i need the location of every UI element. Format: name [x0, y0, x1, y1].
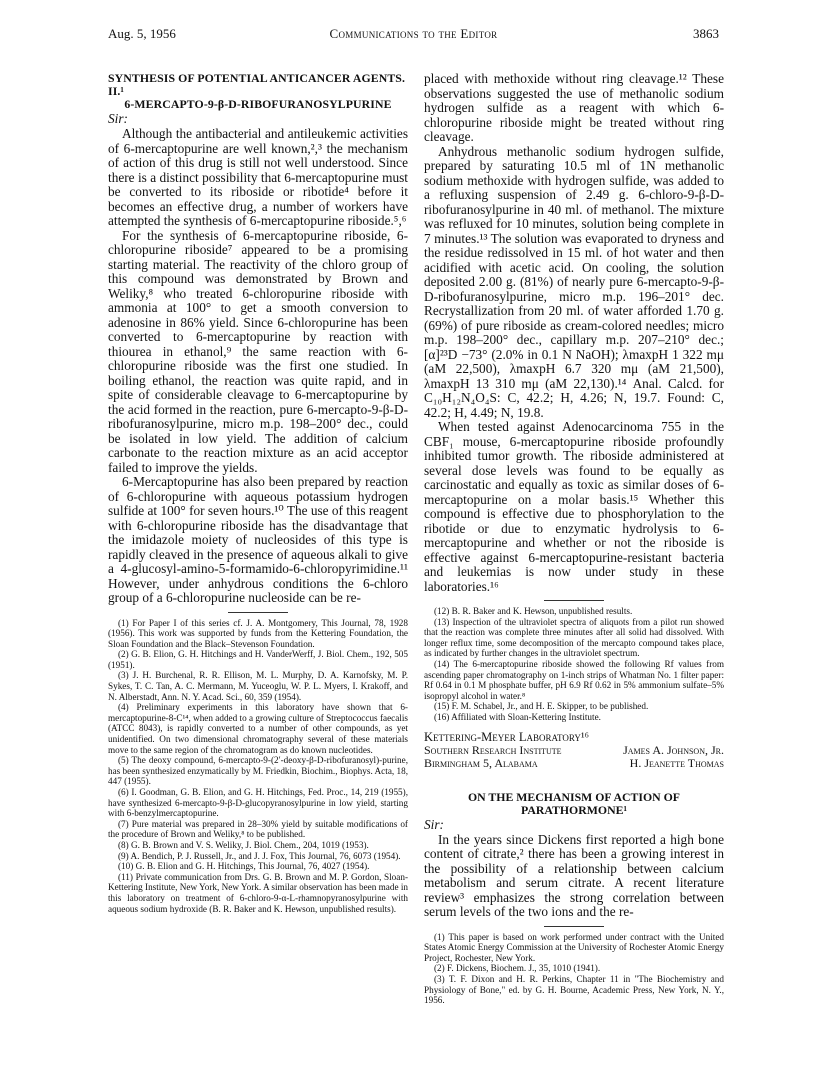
footnote-rule: [544, 926, 604, 927]
article2-footnote-3: (3) T. F. Dixon and H. R. Perkins, Chapter 11 in "The Biochemistry and Physiology of Bone," ed. by G. H. Bourne, Academic Press, New York, N. Y., 1956.: [424, 973, 724, 1006]
footnote-rule: [544, 600, 604, 601]
right-column: [424, 72, 724, 1006]
article2-title-line1: ON THE MECHANISM OF ACTION OF: [467, 789, 681, 804]
author-2: H. Jeanette Thomas: [629, 756, 724, 771]
article1-paragraph-2: For the synthesis of 6-mercaptopurine riboside, 6-chloropurine riboside⁷ appeared to be a promising starting material. The reactivity of the chloro group of this compound was demonstrated by Brown and Weliky,⁸ who treated 6-chloropurine riboside with ammonia at 100° to get a smooth conversion to adenosine in 86% yield. Since 6-chloropurine has been converted to 6-mercaptopurine by reaction with thiourea in ethanol,⁹ the same reaction with 6-chloropurine riboside was the first one studied. In boiling ethanol, the reaction was quite rapid, and in spite of considerable cleavage to 6-mercaptopurine by the acid formed in the reaction, pure 6-mercapto-9-β-D-ribofuranosylpurine, micro m.p. 198–200° dec., could be isolated in low yield. The addition of calcium carbonate to the reaction mixture as an acid acceptor failed to improve the yields.: [108, 227, 408, 475]
footnote-9: (9) A. Bendich, P. J. Russell, Jr., and J. J. Fox, This Journal, 76, 6073 (1954).: [118, 850, 401, 861]
footnote-2: (2) G. B. Elion, G. H. Hitchings and H. VanderWerff, J. Biol. Chem., 192, 505 (1951).: [108, 649, 408, 670]
footnote-5: (5) The deoxy compound, 6-mercapto-9-(2′-deoxy-β-D-ribofuranosyl)-purine, has been synthesized enzymatically by M. Friedkin, Biochim., Biophys. Acta, 18, 447 (1955).: [108, 755, 408, 787]
article2-footnote-1: (1) This paper is based on work performed under contract with the United States Atomic Energy Commission at the University of Rochester Atomic Energy Project, Rochester, New York.: [424, 931, 724, 963]
footnote-7: (7) Pure material was prepared in 28–30% yield by suitable modifications of the procedure of Brown and Weliky,⁸ to be published.: [108, 818, 408, 840]
article1-salutation: Sir:: [108, 111, 128, 126]
footnote-6: (6) I. Goodman, G. B. Elion, and G. H. Hitchings, Fed. Proc., 14, 219 (1955), have synthesized 6-mercapto-9-β-D-glucopyranosylpurine in low yield, starting with 6-benzylmercaptopurine.: [108, 787, 408, 819]
article2-paragraph-1: In the years since Dickens first reported a high bone content of citrate,² there has been a growing interest in the possibility of a relationship between calcium metabolism and serum citrate. A recent literature review³ emphasizes the strong correlation between serum levels of the two ions and the re-: [424, 831, 724, 920]
article1-title: [108, 72, 408, 111]
footnote-rule: [228, 612, 288, 613]
footnote-12: (12) B. R. Baker and K. Hewson, unpublished results.: [434, 606, 633, 616]
left-column: [108, 72, 408, 914]
article1-paragraph-4: placed with methoxide without ring cleavage.¹² These observations suggested the use of methanolic sodium hydrogen sulfide as a reagent with which 6-chloropurine riboside might be treated without ring cleavage.: [424, 71, 724, 144]
article1-paragraph-1: Although the antibacterial and antileukemic activities of 6-mercaptopurine are well known,²,³ the mechanism of action of this drug is still not well understood. Since there is a distinct possibility that 6-mercaptopurine must be converted to its riboside or ribotide⁴ before it becomes an effective drug, a number of workers have attempted the synthesis of 6-mercaptopurine riboside.⁵,⁶: [108, 126, 408, 228]
footnote-16: (16) Affiliated with Sloan-Kettering Institute.: [434, 711, 601, 722]
article2-title-line2: PARATHORMONE¹: [521, 802, 627, 817]
institute-name: Southern Research Institute: [424, 742, 562, 757]
footnote-11: (11) Private communication from Drs. G. B. Brown and M. P. Gordon, Sloan-Kettering Institute, New York, New York. A similar observation has been made in this laboratory on treatment of 6-chloro-9-α-L-rhamnopyranosylpurine with aqueous sodium hydroxide (B. R. Baker and K. Hewson, unpublished results).: [108, 871, 408, 914]
article1-title-line1: SYNTHESIS OF POTENTIAL ANTICANCER AGENTS. II.¹: [108, 71, 406, 98]
footnote-10: (10) G. B. Elion and G. H. Hitchings, This Journal, 76, 4027 (1954).: [118, 861, 370, 872]
footnote-4: (4) Preliminary experiments in this laboratory have shown that 6-mercaptopurine-8-C¹⁴, when added to a growing culture of Streptococcus faecalis (ATCC 8043), is rapidly converted to a number of other compounds, as yet unidentified. On two dimensional chromatography several of these materials move to the same region of the chromatogram as do known nucleotides.: [108, 702, 408, 755]
running-header: [108, 26, 719, 44]
header-date: Aug. 5, 1956: [108, 26, 176, 41]
author-1: James A. Johnson, Jr.: [623, 742, 724, 757]
article2-salutation: Sir:: [424, 816, 444, 832]
article2-footnote-2: (2) F. Dickens, Biochem. J., 35, 1010 (1941).: [434, 963, 601, 974]
footnote-1: (1) For Paper I of this series cf. J. A. Montgomery, This Journal, 78, 1928 (1956). This work was supported by funds from the Kettering Foundation, the Sloan Foundation and the Black–Stevenson Foundation.: [108, 617, 408, 649]
article1-title-line2: 6-MERCAPTO-9-β-D-RIBOFURANOSYLPURINE: [124, 97, 392, 111]
footnote-15: (15) F. M. Schabel, Jr., and H. E. Skipper, to be published.: [434, 701, 649, 712]
footnote-13: (13) Inspection of the ultraviolet spectra of aliquots from a pilot run showed that the reaction was complete three minutes after all solid had dissolved. With longer reflux time, some decomposition of the mercapto compound takes place, as indicated by further changes in the ultraviolet spectrum.: [424, 616, 724, 659]
footnote-3: (3) J. H. Burchenal, R. R. Ellison, M. L. Murphy, D. A. Karnofsky, M. P. Sykes, T. C. Tan, A. C. Mermann, M. Yuceoglu, W. P. L. Myers, I. Krakoff, and N. Alberstadt, Ann. N. Y. Acad. Sci., 60, 359 (1954).: [108, 670, 408, 702]
header-page-number: 3863: [693, 26, 719, 41]
lab-name: Kettering-Meyer Laboratory¹⁶: [424, 729, 590, 744]
signature-row-2: [424, 757, 724, 771]
footnote-8: (8) G. B. Brown and V. S. Weliky, J. Biol. Chem., 204, 1019 (1953).: [118, 839, 369, 850]
article1-paragraph-5: Anhydrous methanolic sodium hydrogen sulfide, prepared by saturating 10.5 ml of 1N methanolic sodium methoxide with hydrogen sulfide, was added to a refluxing suspension of 2.49 g. 6-chloro-9-β-D-ribofuranosylpurine in 40 ml. of methanol. The mixture was refluxed for 10 minutes, solution being complete in 7 minutes.¹³ The solution was evaporated to dryness and the residue redissolved in 15 ml. of hot water and then acidified with acetic acid. On cooling, the solution deposited 2.00 g. (81%) of nearly pure 6-mercapto-9-β-D-ribofuranosylpurine, micro m.p. 196–201° dec. Recrystallization from 20 ml. of water afforded 1.70 g.(69%) of pure riboside as cream-colored needles; micro m.p. 198–200° dec., capillary m.p. 207–210° dec.; [α]²³D −73° (2.0% in 0.1 N NaOH); λmaxpH 1 322 mμ (aM 22,500), λmaxpH 6.7 320 mμ (aM 21,500), λmaxpH 13 310 mμ (aM 22,130).¹⁴ Anal. Calcd. for C₁₀H₁₂N₄O₄S: C, 42.2; H, 4.26; N, 19.7. Found: C, 42.2; H, 4.49; N, 19.8.: [424, 143, 724, 420]
article1-paragraph-3: 6-Mercaptopurine has also been prepared by reaction of 6-chloropurine with aqueous potassium hydrogen sulfide at 100° for seven hours.¹⁰ The use of this reagent with 6-chloropurine riboside has the disadvantage that the imidazole moiety of nucleosides of this type is rapidly cleaved in the presence of aqueous alkali to give a 4-glucosyl-amino-5-formamido-6-chloropyrimidine.¹¹ However, under anhydrous conditions the 6-chloro group of a 6-chloropurine nucleoside can be re-: [108, 474, 408, 605]
header-section: Communications to the Editor: [329, 26, 498, 41]
footnote-14: (14) The 6-mercaptopurine riboside showed the following Rf values from ascending paper chromatography on 1-inch strips of Whatman No. 1 filter paper: Rf 0.64 in 0.1 M phosphate buffer, pH 6.9 Rf 0.62 in 5% ammonium sulfate–5% isopropyl alcohol in water.⁸: [424, 658, 724, 701]
article1-paragraph-6: When tested against Adenocarcinoma 755 in the CBF₁ mouse, 6-mercaptopurine riboside profoundly inhibited tumor growth. The riboside administered at several dose levels was found to be equally as carcinostatic and equally as toxic as similar doses of 6-mercaptopurine on a molar basis.¹⁵ Whether this compound is effective due to phosphorylation to the ribotide or due to enzymatic hydrolysis to 6-mercaptopurine and whether or not the riboside is effective against 6-mercaptopurine-resistant bacteria and leukemias is now under study in these laboratories.¹⁶: [424, 419, 724, 594]
signature-row-1: [424, 744, 724, 758]
institute-city: Birmingham 5, Alabama: [424, 756, 538, 771]
